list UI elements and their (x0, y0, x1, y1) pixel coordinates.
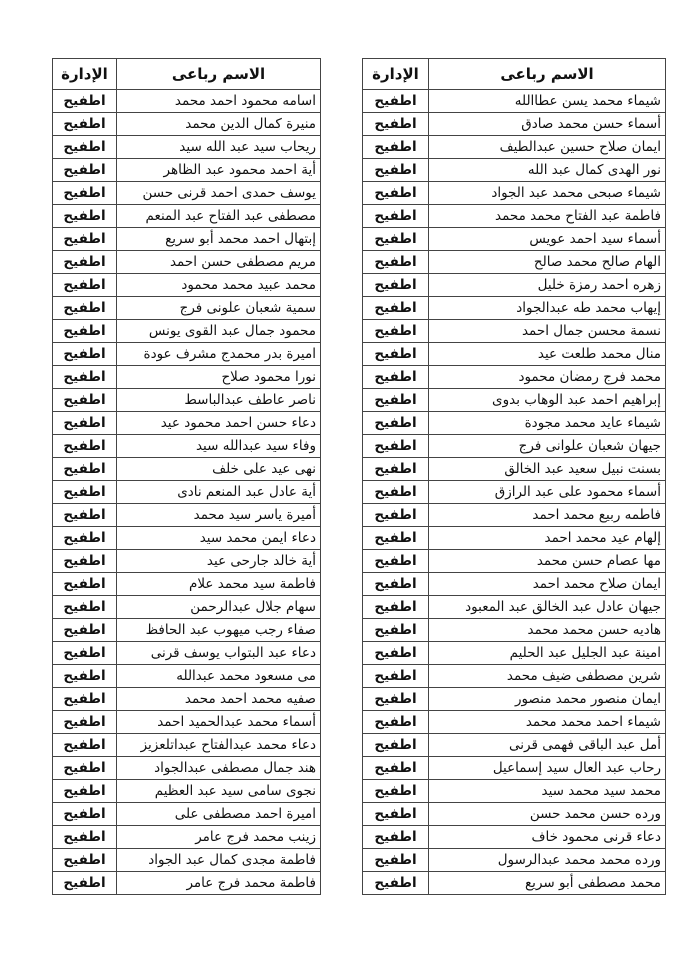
cell-department: اطفيح (53, 573, 117, 596)
table-row (53, 458, 321, 481)
table-row (363, 159, 666, 182)
table-row (53, 711, 321, 734)
cell-name: زهره احمد رمزة خليل (429, 274, 666, 297)
cell-department: اطفيح (363, 343, 429, 366)
cell-name: اميرة بدر محمدج مشرف عودة (117, 343, 321, 366)
table-row (53, 780, 321, 803)
table-row (53, 757, 321, 780)
cell-department: اطفيح (363, 780, 429, 803)
table-row (53, 665, 321, 688)
names-table-left (52, 58, 321, 895)
table-row (53, 527, 321, 550)
cell-department: اطفيح (53, 803, 117, 826)
cell-department: اطفيح (363, 159, 429, 182)
cell-department: اطفيح (53, 320, 117, 343)
cell-department: اطفيح (53, 228, 117, 251)
table-row (363, 596, 666, 619)
cell-name: صفيه محمد احمد محمد (117, 688, 321, 711)
cell-name: أية احمد محمود عبد الظاهر (117, 159, 321, 182)
cell-department: اطفيح (53, 757, 117, 780)
header-department: الإدارة (53, 59, 117, 90)
cell-name: يوسف حمدى احمد قرنى حسن (117, 182, 321, 205)
cell-name: جيهان عادل عبد الخالق عبد المعبود (429, 596, 666, 619)
cell-name: ايمان صلاح محمد احمد (429, 573, 666, 596)
cell-name: إيهاب محمد طه عبدالجواد (429, 297, 666, 320)
cell-name: أسماء محمد عبدالحميد احمد (117, 711, 321, 734)
table-row (363, 573, 666, 596)
cell-department: اطفيح (363, 274, 429, 297)
cell-department: اطفيح (53, 619, 117, 642)
table-row (53, 182, 321, 205)
table-row (363, 481, 666, 504)
table-row (53, 205, 321, 228)
cell-department: اطفيح (53, 665, 117, 688)
cell-name: هند جمال مصطفى عبدالجواد (117, 757, 321, 780)
table-row (363, 803, 666, 826)
cell-name: محمد فرج رمضان محمود (429, 366, 666, 389)
cell-department: اطفيح (363, 504, 429, 527)
table-row (363, 849, 666, 872)
cell-department: اطفيح (363, 642, 429, 665)
cell-name: امينة عبد الجليل عبد الحليم (429, 642, 666, 665)
cell-department: اطفيح (53, 642, 117, 665)
cell-name: دعاء عبد البتواب يوسف قرنى (117, 642, 321, 665)
table-row (363, 297, 666, 320)
cell-name: ريحاب سيد عبد الله سيد (117, 136, 321, 159)
table-row (53, 228, 321, 251)
table-row (363, 734, 666, 757)
cell-department: اطفيح (53, 205, 117, 228)
table-row (363, 435, 666, 458)
table-row (53, 136, 321, 159)
cell-department: اطفيح (363, 205, 429, 228)
cell-department: اطفيح (53, 596, 117, 619)
table-row (363, 665, 666, 688)
table-row (53, 320, 321, 343)
cell-department: اطفيح (363, 665, 429, 688)
table-row (363, 711, 666, 734)
table-row (363, 757, 666, 780)
table-row (53, 734, 321, 757)
table-row (53, 619, 321, 642)
table-header-row (53, 59, 321, 90)
table-row (363, 619, 666, 642)
cell-name: محمد سيد محمد سيد (429, 780, 666, 803)
table-row (363, 366, 666, 389)
table-row (53, 872, 321, 895)
table-row (363, 228, 666, 251)
cell-department: اطفيح (363, 366, 429, 389)
cell-department: اطفيح (363, 757, 429, 780)
cell-department: اطفيح (363, 136, 429, 159)
cell-department: اطفيح (53, 343, 117, 366)
cell-name: فاطمة سيد محمد علام (117, 573, 321, 596)
cell-name: ايمان صلاح حسين عبدالطيف (429, 136, 666, 159)
table-row (363, 688, 666, 711)
cell-name: إبراهيم احمد عبد الوهاب بدوى (429, 389, 666, 412)
cell-name: فاطمة عبد الفتاح محمد محمد (429, 205, 666, 228)
table-row (53, 412, 321, 435)
cell-name: إبتهال احمد محمد أبو سريع (117, 228, 321, 251)
cell-department: اطفيح (53, 527, 117, 550)
cell-name: زينب محمد فرج عامر (117, 826, 321, 849)
cell-name: ورده محمد محمد عبدالرسول (429, 849, 666, 872)
table-row (53, 803, 321, 826)
cell-department: اطفيح (53, 389, 117, 412)
cell-department: اطفيح (53, 159, 117, 182)
table-row (363, 550, 666, 573)
cell-department: اطفيح (363, 596, 429, 619)
cell-department: اطفيح (363, 573, 429, 596)
cell-name: ايمان منصور محمد منصور (429, 688, 666, 711)
cell-name: شيماء عايد محمد مجودة (429, 412, 666, 435)
table-row (363, 412, 666, 435)
table-row (53, 343, 321, 366)
cell-name: ناصر عاطف عبدالباسط (117, 389, 321, 412)
table-row (53, 550, 321, 573)
cell-name: جيهان شعبان علوانى فرج (429, 435, 666, 458)
cell-name: سهام جلال عبدالرحمن (117, 596, 321, 619)
cell-name: اسامه محمود احمد محمد (117, 90, 321, 113)
cell-department: اطفيح (53, 412, 117, 435)
cell-name: مها عصام حسن محمد (429, 550, 666, 573)
cell-name: فاطمة مجدى كمال عبد الجواد (117, 849, 321, 872)
cell-department: اطفيح (363, 90, 429, 113)
cell-name: رحاب عبد العال سيد إسماعيل (429, 757, 666, 780)
table-row (53, 389, 321, 412)
cell-department: اطفيح (53, 849, 117, 872)
cell-department: اطفيح (53, 481, 117, 504)
table-row (363, 780, 666, 803)
table-row (363, 320, 666, 343)
cell-name: دعاء محمد عبدالفتاح عبداتلعزيز (117, 734, 321, 757)
cell-department: اطفيح (363, 228, 429, 251)
table-row (53, 504, 321, 527)
table-row (53, 688, 321, 711)
cell-department: اطفيح (363, 550, 429, 573)
cell-department: اطفيح (363, 412, 429, 435)
cell-name: اميرة احمد مصطفى على (117, 803, 321, 826)
table-row (363, 343, 666, 366)
table-row (363, 389, 666, 412)
header-name: الاسم رباعى (429, 59, 666, 90)
table-row (53, 251, 321, 274)
cell-department: اطفيح (53, 734, 117, 757)
cell-department: اطفيح (363, 320, 429, 343)
cell-name: نجوى سامى سيد عبد العظيم (117, 780, 321, 803)
cell-department: اطفيح (363, 481, 429, 504)
table-row (363, 136, 666, 159)
cell-name: ورده حسن محمد حسن (429, 803, 666, 826)
table-row (363, 205, 666, 228)
cell-department: اطفيح (363, 734, 429, 757)
cell-department: اطفيح (363, 619, 429, 642)
table-row (53, 159, 321, 182)
cell-name: نسمة محسن جمال احمد (429, 320, 666, 343)
table-row (53, 849, 321, 872)
table-row (363, 504, 666, 527)
table-row (53, 596, 321, 619)
cell-department: اطفيح (363, 711, 429, 734)
cell-name: نورا محمود صلاح (117, 366, 321, 389)
cell-department: اطفيح (53, 550, 117, 573)
table-row (363, 90, 666, 113)
cell-department: اطفيح (53, 297, 117, 320)
cell-department: اطفيح (53, 780, 117, 803)
names-table-right (362, 58, 666, 895)
cell-department: اطفيح (53, 504, 117, 527)
cell-name: مريم مصطفى حسن احمد (117, 251, 321, 274)
table-row (53, 435, 321, 458)
cell-department: اطفيح (363, 826, 429, 849)
cell-department: اطفيح (53, 435, 117, 458)
table-row (53, 297, 321, 320)
cell-name: دعاء ايمن محمد سيد (117, 527, 321, 550)
cell-name: هاديه حسن محمد محمد (429, 619, 666, 642)
cell-department: اطفيح (363, 182, 429, 205)
table-row (363, 826, 666, 849)
table-row (363, 274, 666, 297)
cell-department: اطفيح (53, 688, 117, 711)
cell-name: أية خالد جارحى عيد (117, 550, 321, 573)
cell-department: اطفيح (53, 251, 117, 274)
table-row (53, 366, 321, 389)
table-row (53, 481, 321, 504)
cell-department: اطفيح (363, 297, 429, 320)
table-row (363, 113, 666, 136)
cell-department: اطفيح (363, 389, 429, 412)
cell-department: اطفيح (363, 803, 429, 826)
table-row (53, 642, 321, 665)
cell-name: وفاء سيد عبدالله سيد (117, 435, 321, 458)
cell-department: اطفيح (363, 435, 429, 458)
cell-department: اطفيح (53, 274, 117, 297)
cell-name: شيماء احمد محمد محمد (429, 711, 666, 734)
cell-name: دعاء حسن احمد محمود عيد (117, 412, 321, 435)
cell-name: دعاء قرنى محمود خاف (429, 826, 666, 849)
cell-name: منيرة كمال الدين محمد (117, 113, 321, 136)
table-row (363, 872, 666, 895)
cell-department: اطفيح (53, 872, 117, 895)
table-row (53, 90, 321, 113)
cell-name: نهى عيد على خلف (117, 458, 321, 481)
table-header-row (363, 59, 666, 90)
cell-name: مصطفى عبد الفتاح عبد المنعم (117, 205, 321, 228)
header-department: الإدارة (363, 59, 429, 90)
cell-department: اطفيح (53, 458, 117, 481)
cell-name: أية عادل عبد المنعم نادى (117, 481, 321, 504)
cell-name: محمد عبيد محمد محمود (117, 274, 321, 297)
cell-name: بسنت نبيل سعيد عبد الخالق (429, 458, 666, 481)
cell-department: اطفيح (363, 688, 429, 711)
cell-name: نور الهدى كمال عبد الله (429, 159, 666, 182)
table-row (53, 573, 321, 596)
table-row (363, 527, 666, 550)
table-row (53, 274, 321, 297)
cell-department: اطفيح (363, 527, 429, 550)
cell-department: اطفيح (53, 182, 117, 205)
cell-department: اطفيح (363, 458, 429, 481)
table-row (363, 251, 666, 274)
cell-department: اطفيح (53, 113, 117, 136)
table-row (363, 458, 666, 481)
cell-name: الهام صالح محمد صالح (429, 251, 666, 274)
cell-department: اطفيح (363, 251, 429, 274)
cell-department: اطفيح (53, 90, 117, 113)
cell-name: فاطمة محمد فرج عامر (117, 872, 321, 895)
table-row (363, 642, 666, 665)
cell-department: اطفيح (363, 849, 429, 872)
table-row (53, 113, 321, 136)
cell-name: أسماء سيد احمد عويس (429, 228, 666, 251)
header-name: الاسم رباعى (117, 59, 321, 90)
cell-department: اطفيح (53, 711, 117, 734)
cell-name: صفاء رجب ميهوب عبد الحافظ (117, 619, 321, 642)
cell-department: اطفيح (53, 826, 117, 849)
cell-name: شرين مصطفى ضيف محمد (429, 665, 666, 688)
cell-name: محمد مصطفى أبو سريع (429, 872, 666, 895)
cell-name: أميرة ياسر سيد محمد (117, 504, 321, 527)
table-row (53, 826, 321, 849)
cell-name: سمية شعبان علونى فرج (117, 297, 321, 320)
cell-department: اطفيح (363, 872, 429, 895)
cell-department: اطفيح (363, 113, 429, 136)
cell-department: اطفيح (53, 366, 117, 389)
table-row (363, 182, 666, 205)
cell-name: أمل عبد الباقى فهمى قرنى (429, 734, 666, 757)
cell-name: شيماء محمد يسن عطاالله (429, 90, 666, 113)
cell-name: فاطمه ربيع محمد احمد (429, 504, 666, 527)
cell-department: اطفيح (53, 136, 117, 159)
cell-name: منال محمد طلعت عيد (429, 343, 666, 366)
cell-name: محمود جمال عبد القوى يونس (117, 320, 321, 343)
cell-name: مى مسعود محمد عبدالله (117, 665, 321, 688)
cell-name: شيماء صبحى محمد عبد الجواد (429, 182, 666, 205)
cell-name: أسماء حسن محمد صادق (429, 113, 666, 136)
cell-name: إلهام عيد محمد احمد (429, 527, 666, 550)
cell-name: أسماء محمود على عبد الرازق (429, 481, 666, 504)
